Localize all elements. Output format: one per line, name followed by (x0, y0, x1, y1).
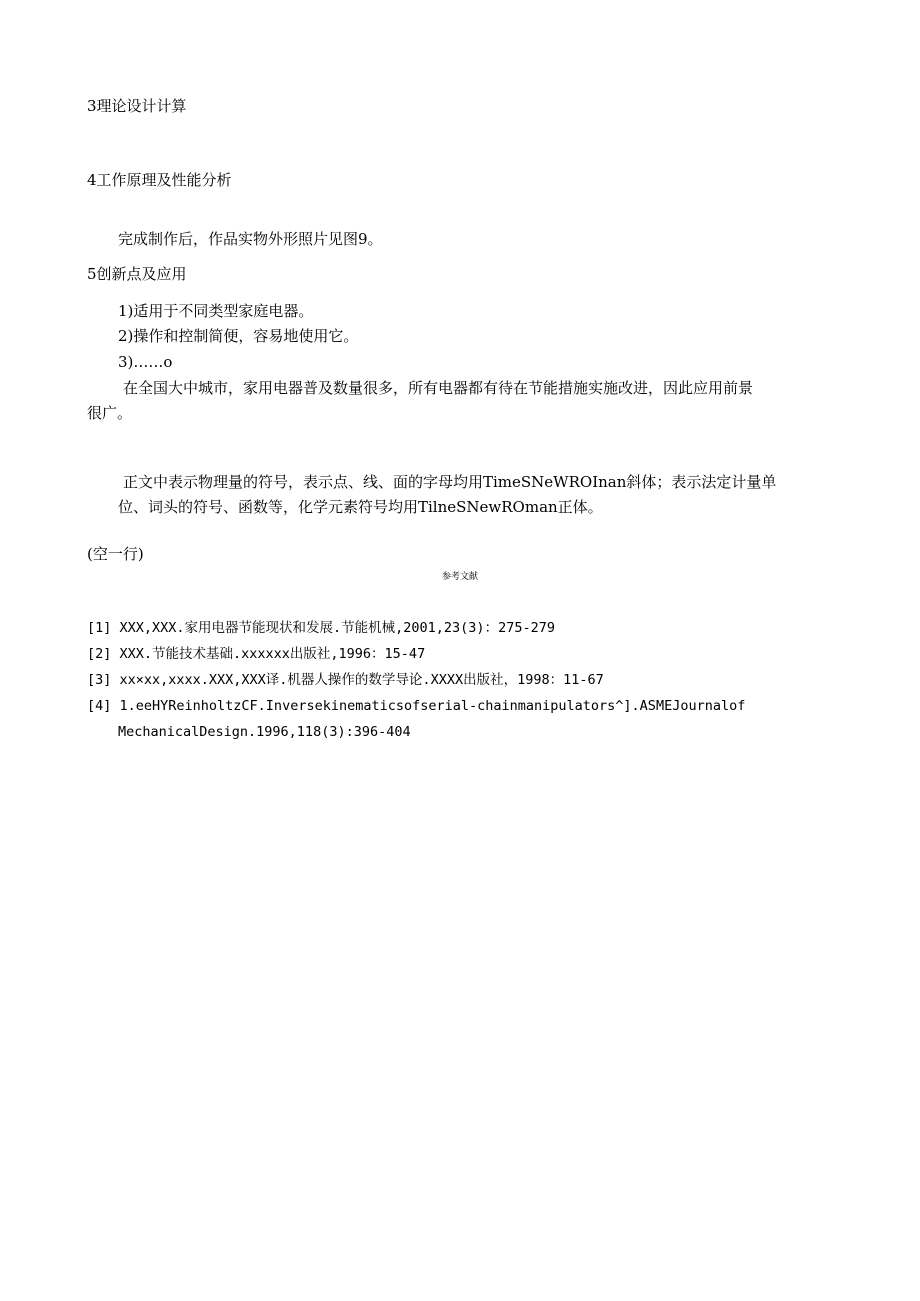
references-title: 参考文献 (441, 572, 478, 582)
note-line-2: 位、词头的符号、函数等，化学元素符号均用TilneSNewROman正体。 (118, 498, 603, 516)
section-4-title: 4工作原理及性能分析 (87, 171, 232, 189)
note-line-1: 正文中表示物理量的符号，表示点、线、面的字母均用TimeSNeWROInan斜体；表示法定计量单 (123, 473, 777, 491)
section-5-paragraph-line-1: 在全国大中城市，家用电器普及数量很多，所有电器都有待在节能措施实施改进，因此应用前景 (123, 379, 754, 397)
reference-item-continuation: MechanicalDesign.1996,118(3):396-404 (118, 724, 411, 740)
section-5-title: 5创新点及应用 (87, 265, 187, 283)
reference-item: [2] XXX.节能技术基础.xxxxxx出版社,1996：15-47 (87, 646, 426, 662)
reference-item: [4] 1.eeHYReinholtzCF.Inversekinematicsofserial-chainmanipulators^].ASMEJournalof (87, 698, 746, 714)
reference-item: [3] xx×xx,xxxx.XXX,XXX译.机器人操作的数学导论.XXXX出版社，1998：11-67 (87, 672, 604, 688)
blank-line-marker: (空一行) (87, 545, 144, 563)
list-item: 3)……o (118, 353, 173, 371)
section-4-paragraph: 完成制作后，作品实物外形照片见图9。 (118, 230, 383, 248)
reference-item: [1] XXX,XXX.家用电器节能现状和发展.节能机械,2001,23(3)：275-279 (87, 620, 555, 636)
list-item: 2)操作和控制简便，容易地使用它。 (118, 327, 359, 345)
section-3-title: 3理论设计计算 (87, 97, 187, 115)
section-5-paragraph-line-2: 很广。 (87, 404, 133, 422)
list-item: 1)适用于不同类型家庭电器。 (118, 302, 314, 320)
